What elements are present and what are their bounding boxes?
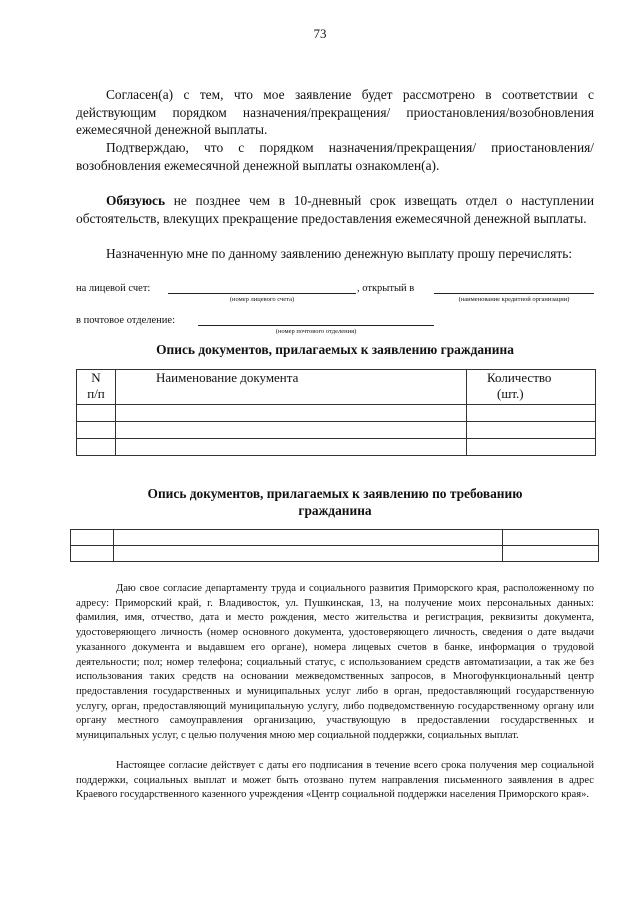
- paragraph-obligation: [76, 192, 594, 227]
- credit-org-field[interactable]: [434, 293, 594, 294]
- opened-in-label: , открытый в: [357, 283, 415, 294]
- table-row: [77, 439, 596, 456]
- table-cell[interactable]: [114, 546, 503, 562]
- table-cell[interactable]: [71, 546, 114, 562]
- table-row: [71, 546, 599, 562]
- table-row: [71, 530, 599, 546]
- header-qty: [467, 370, 596, 405]
- table-cell[interactable]: [467, 439, 596, 456]
- obligation-keyword: Обязуюсь: [106, 193, 166, 208]
- inventory2-table: [70, 529, 599, 562]
- table-cell[interactable]: [467, 405, 596, 422]
- consent-validity-text: Настоящее согласие действует с даты его подписания в течение всего срока получения мер социальной поддержки, социальных выплат и может быть отозвано путем направления письменного заявления в адрес Краевого государственного казенного учреждения «Центр социальной поддержки населения Приморского края».: [76, 760, 594, 801]
- post-field[interactable]: [198, 325, 434, 326]
- credit-org-hint: (наименование кредитной организации): [458, 296, 570, 303]
- table-cell[interactable]: [116, 422, 467, 439]
- paragraph-consent-review-text: Согласен(а) с тем, что мое заявление будет рассмотрено в соответствии с действующим порядком назначения/прекращения/ приостановления/возобновления ежемесячной денежной выплаты.: [76, 87, 594, 138]
- table-cell[interactable]: [116, 405, 467, 422]
- paragraph-transfer: [76, 245, 594, 263]
- header-num-line2: п/п: [87, 386, 105, 401]
- header-num-line1: N: [91, 370, 101, 385]
- consent-personal-data: [76, 582, 594, 744]
- header-qty-line2: (шт.): [497, 386, 524, 401]
- table-cell[interactable]: [116, 439, 467, 456]
- table-cell[interactable]: [71, 530, 114, 546]
- paragraph-confirm: [76, 139, 594, 174]
- account-label: на лицевой счет:: [76, 283, 151, 294]
- inventory1-table: [76, 369, 596, 456]
- table-row: [77, 422, 596, 439]
- header-doc-name: Наименование документа: [116, 370, 467, 405]
- table-row: [77, 405, 596, 422]
- table-cell[interactable]: [503, 546, 599, 562]
- table-cell[interactable]: [77, 405, 116, 422]
- consent-personal-data-text: Даю свое согласие департаменту труда и социального развития Приморского края, расположенному по адресу: Приморский край, г. Владивосток, ул. Пушкинская, 13, на получение моих персональных данных: фамилия, имя, отчество, дата и место рождения, место жительства и регистрация, реквизиты документа, удостоверяющего личность (номер основного документа, удостоверяющего личность, сведения о дате выдачи указанного документа и выдавшем его органе), номера лицевых счетов в банке, информация о трудовой деятельности; пол; номер телефона; социальный статус, с использованием средств автоматизации, а так же без использования таких средств на основании межведомственных запросов, в Многофункциональный центр предоставления государственных и муниципальных услуг либо в орган, предоставляющий государственную услугу, орган, предоставляющий муниципальную услугу, либо подведомственную государственному органу или органу местного самоуправления организацию, участвующую в предоставлении государственных и муниципальных услуг, с целью получения мною мер социальной поддержки, социальных выплат.: [76, 583, 594, 742]
- table-cell[interactable]: [77, 422, 116, 439]
- inventory1-title: Опись документов, прилагаемых к заявлению гражданина: [156, 342, 514, 357]
- paragraph-obligation-text: не позднее чем в 10-дневный срок извещать отдел о наступлении обстоятельств, влекущих прекращение предоставления ежемесячной денежной выплаты.: [76, 193, 594, 226]
- paragraph-consent-review: [76, 86, 594, 139]
- header-num: [77, 370, 116, 405]
- header-qty-line1: Количество: [487, 370, 552, 385]
- table-cell[interactable]: [114, 530, 503, 546]
- post-label: в почтовое отделение:: [76, 315, 175, 326]
- table-cell[interactable]: [503, 530, 599, 546]
- page-number: 73: [313, 26, 327, 41]
- paragraph-confirm-text: Подтверждаю, что с порядком назначения/прекращения/ приостановления/возобновления ежемесячной денежной выплаты ознакомлен(а).: [76, 140, 594, 173]
- table-cell[interactable]: [467, 422, 596, 439]
- account-field[interactable]: [168, 293, 356, 294]
- paragraph-transfer-text: Назначенную мне по данному заявлению денежную выплату прошу перечислять:: [106, 246, 573, 261]
- post-hint: (номер почтового отделения): [275, 328, 357, 335]
- table-header-row: [77, 370, 596, 405]
- table-cell[interactable]: [77, 439, 116, 456]
- account-hint: (номер лицевого счета): [229, 296, 295, 303]
- inventory2-title: Опись документов, прилагаемых к заявлению по требованию гражданина: [147, 486, 523, 518]
- consent-validity: [76, 759, 594, 803]
